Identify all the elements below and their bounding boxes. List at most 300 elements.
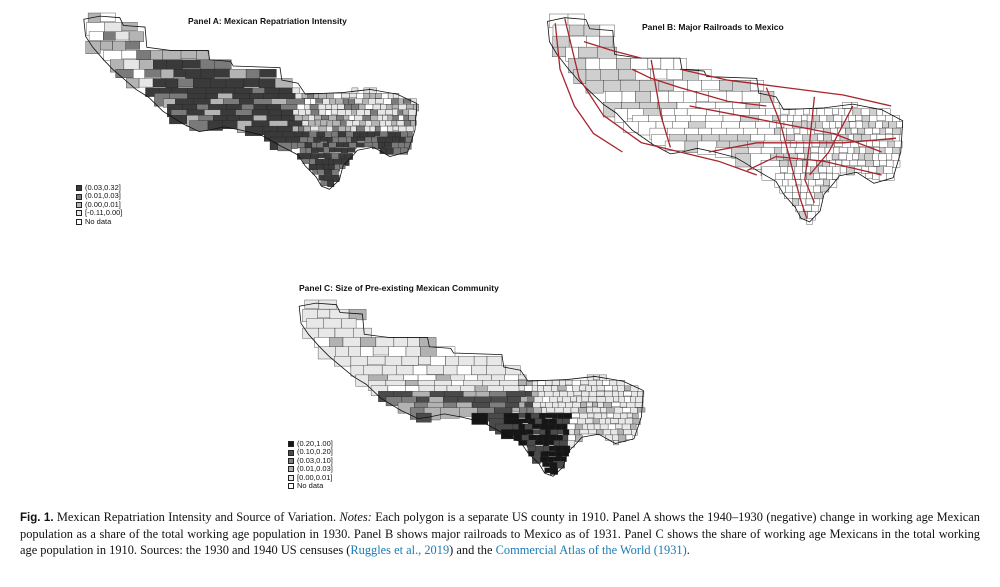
county-polygon (627, 413, 633, 418)
county-polygon (593, 419, 599, 424)
county-polygon (549, 397, 557, 403)
county-polygon (812, 205, 819, 211)
county-polygon (404, 115, 409, 121)
county-polygon (351, 137, 357, 143)
county-polygon (337, 104, 344, 109)
county-polygon (605, 386, 612, 391)
county-polygon (803, 109, 809, 114)
legend-label: (0.03,0.32] (85, 183, 121, 192)
county-polygon (323, 143, 329, 148)
county-polygon (624, 430, 632, 435)
county-polygon (612, 435, 619, 441)
county-polygon (839, 154, 847, 160)
county-polygon (582, 424, 587, 430)
county-polygon (857, 128, 865, 134)
county-polygon (373, 347, 388, 355)
county-polygon (570, 419, 578, 424)
county-polygon (579, 47, 598, 58)
county-polygon (540, 457, 547, 463)
county-polygon (348, 148, 355, 153)
county-polygon (859, 154, 865, 160)
county-polygon (588, 430, 596, 435)
county-polygon (360, 132, 367, 138)
county-polygon (622, 408, 630, 413)
county-polygon (321, 181, 328, 186)
county-polygon (601, 413, 607, 419)
county-polygon (444, 366, 457, 376)
county-polygon (587, 402, 593, 407)
county-polygon (607, 408, 615, 413)
county-polygon (786, 135, 794, 141)
county-polygon (605, 419, 610, 425)
county-polygon (833, 109, 839, 115)
county-polygon (548, 457, 554, 462)
county-polygon (201, 69, 214, 80)
county-polygon (319, 93, 327, 99)
county-polygon (129, 32, 144, 42)
county-polygon (306, 110, 312, 115)
county-polygon (589, 391, 596, 397)
county-polygon (892, 128, 901, 134)
county-polygon (323, 319, 341, 330)
county-polygon (183, 60, 201, 69)
county-polygon (648, 58, 661, 69)
county-polygon (637, 408, 645, 413)
county-polygon (137, 50, 151, 59)
county-polygon (375, 93, 381, 98)
county-polygon (624, 386, 630, 391)
county-polygon (866, 173, 873, 178)
county-polygon (305, 99, 311, 105)
county-polygon (446, 356, 459, 366)
county-polygon (842, 160, 850, 166)
legend-swatch (288, 475, 294, 481)
county-polygon (627, 402, 635, 408)
county-polygon (543, 435, 549, 441)
county-polygon (619, 435, 626, 442)
county-polygon (343, 143, 349, 148)
county-polygon (618, 69, 635, 80)
county-polygon (835, 122, 841, 128)
county-polygon (574, 391, 582, 396)
county-polygon (487, 356, 501, 366)
county-polygon (472, 413, 488, 424)
county-polygon (869, 122, 876, 128)
county-polygon (604, 391, 612, 397)
county-polygon (569, 430, 574, 435)
county-polygon (532, 391, 539, 397)
county-polygon (519, 408, 527, 414)
county-polygon (308, 115, 314, 121)
county-polygon (331, 110, 338, 115)
panel-b-title: Panel B: Major Railroads to Mexico (642, 22, 784, 32)
caption-body: Each polygon is a separate US county in 1910. Panel A shows the 1940–1930 (negative) change in working age Mexican population as a share of the total working age population in 1930. Panel B shows major railroads to Mexico as of 1931. Panel C shows the share of working age Mexicans in the total working age population in 1910. Sources: the 1930 and 1940 US censuses ( (20, 510, 980, 558)
county-polygon (600, 424, 608, 430)
county-polygon (311, 99, 316, 105)
county-polygon (89, 32, 103, 41)
county-polygon (409, 115, 416, 120)
county-polygon (351, 366, 363, 377)
county-polygon (862, 135, 870, 141)
county-polygon (343, 99, 349, 105)
county-polygon (336, 143, 343, 148)
county-polygon (596, 391, 604, 396)
county-polygon (392, 104, 399, 108)
county-polygon (609, 380, 617, 386)
county-polygon (339, 153, 345, 158)
county-polygon (780, 167, 787, 173)
county-polygon (364, 93, 370, 99)
county-polygon (788, 115, 794, 121)
county-polygon (575, 424, 582, 430)
county-polygon (357, 110, 365, 116)
county-polygon (834, 141, 842, 146)
county-polygon (839, 147, 848, 152)
county-polygon (832, 154, 839, 160)
county-polygon (329, 164, 335, 170)
citation-link-ruggles[interactable]: Ruggles et al., 2019 (350, 543, 450, 558)
county-polygon (788, 160, 797, 167)
legend-label: No data (297, 480, 324, 490)
county-polygon (365, 137, 371, 143)
county-polygon (867, 141, 873, 146)
county-polygon (565, 380, 572, 385)
county-polygon (885, 115, 892, 122)
county-polygon (378, 110, 386, 115)
county-polygon (784, 193, 792, 199)
county-polygon (313, 170, 318, 174)
county-polygon (331, 132, 338, 138)
county-polygon (334, 356, 351, 366)
county-polygon (320, 121, 327, 126)
legend-swatch (288, 483, 294, 489)
county-polygon (615, 109, 628, 123)
county-polygon (471, 366, 486, 375)
panel-a-title: Panel A: Mexican Repatriation Intensity (188, 16, 347, 26)
county-polygon (580, 402, 586, 407)
county-polygon (409, 110, 417, 116)
panel-a (68, 8, 458, 238)
county-polygon (587, 408, 593, 413)
county-polygon (307, 319, 324, 329)
county-polygon (879, 141, 888, 148)
county-polygon (593, 408, 601, 413)
county-polygon (385, 143, 392, 148)
county-polygon (808, 160, 816, 167)
legend-label: (0.20,1.00] (297, 439, 333, 448)
county-polygon (385, 356, 402, 366)
county-polygon (607, 413, 613, 418)
county-polygon (325, 153, 332, 159)
county-polygon (335, 99, 343, 104)
legend-swatch (288, 441, 294, 447)
county-polygon (161, 69, 174, 79)
county-polygon (786, 186, 793, 193)
county-polygon (816, 180, 824, 185)
county-polygon (603, 80, 620, 91)
county-polygon (319, 175, 324, 180)
county-polygon (440, 408, 459, 419)
county-polygon (104, 50, 122, 60)
legend-item (76, 218, 122, 226)
county-polygon (897, 122, 903, 128)
county-polygon (535, 440, 543, 444)
county-polygon (244, 79, 259, 87)
county-polygon (558, 430, 564, 435)
county-polygon (586, 80, 604, 93)
legend-swatch (76, 210, 82, 216)
county-polygon (356, 143, 364, 148)
county-polygon (608, 424, 616, 430)
county-polygon (318, 309, 330, 318)
county-polygon (855, 115, 862, 121)
county-polygon (824, 135, 832, 142)
legend-label: No data (85, 216, 112, 226)
county-polygon (893, 147, 900, 154)
county-polygon (540, 430, 546, 435)
county-polygon (562, 419, 569, 424)
county-polygon (612, 386, 618, 390)
caption-middle: ) and the (449, 543, 496, 558)
county-polygon (278, 143, 292, 151)
county-polygon (403, 110, 409, 115)
county-polygon (310, 104, 318, 110)
legend-label: (0.01,0.03] (297, 464, 333, 474)
county-polygon (563, 397, 571, 403)
county-polygon (309, 159, 315, 165)
county-polygon (315, 337, 330, 347)
county-polygon (388, 93, 393, 99)
panel-c-legend (288, 440, 333, 490)
county-polygon (167, 60, 183, 70)
county-polygon (603, 430, 611, 436)
panel-a-map (68, 8, 458, 238)
county-polygon (323, 164, 329, 170)
county-polygon (360, 337, 376, 347)
county-polygon (297, 104, 305, 110)
county-polygon (318, 153, 324, 157)
county-polygon (849, 115, 856, 121)
county-polygon (387, 148, 394, 155)
county-polygon (399, 104, 407, 110)
county-polygon (531, 413, 539, 419)
county-polygon (326, 104, 332, 109)
county-polygon (519, 386, 524, 391)
county-polygon (790, 141, 797, 147)
county-polygon (631, 408, 638, 414)
county-polygon (854, 135, 862, 142)
county-polygon (340, 121, 346, 126)
county-polygon (589, 380, 597, 386)
county-polygon (819, 173, 826, 179)
county-polygon (331, 153, 338, 158)
caption-notes-label: Notes: (339, 510, 372, 524)
county-polygon (853, 109, 861, 116)
county-polygon (553, 457, 560, 462)
county-polygon (376, 337, 394, 348)
county-polygon (865, 154, 873, 161)
county-polygon (383, 99, 391, 105)
county-polygon (598, 402, 604, 407)
legend-swatch (288, 450, 294, 456)
county-polygon (349, 309, 366, 320)
county-polygon (849, 122, 856, 128)
county-polygon (315, 159, 322, 165)
county-polygon (302, 121, 308, 126)
county-polygon (100, 41, 112, 50)
county-polygon (633, 413, 639, 419)
county-polygon (402, 356, 418, 365)
county-polygon (819, 167, 827, 173)
county-polygon (364, 110, 370, 116)
legend-label: (0.00,0.01] (85, 199, 121, 209)
county-polygon (342, 93, 350, 98)
legend-swatch (288, 458, 294, 464)
county-polygon (295, 132, 303, 137)
county-polygon (525, 413, 531, 419)
county-polygon (139, 79, 153, 88)
county-polygon (613, 413, 620, 418)
county-polygon (586, 386, 592, 392)
county-polygon (338, 126, 345, 131)
citation-link-atlas[interactable]: Commercial Atlas of the World (1931) (495, 543, 687, 558)
county-polygon (116, 69, 134, 78)
county-polygon (226, 79, 244, 90)
county-polygon (668, 91, 684, 102)
county-polygon (618, 391, 623, 397)
county-polygon (375, 132, 380, 137)
county-polygon (620, 80, 639, 92)
county-polygon (338, 132, 346, 138)
county-polygon (196, 50, 209, 61)
county-polygon (825, 109, 833, 116)
county-polygon (572, 413, 580, 418)
county-polygon (534, 397, 542, 403)
county-polygon (877, 115, 885, 120)
county-polygon (145, 69, 161, 77)
county-polygon (780, 115, 787, 122)
county-polygon (571, 408, 578, 413)
county-polygon (551, 430, 558, 436)
county-polygon (528, 397, 534, 402)
panel-c (283, 275, 673, 497)
county-polygon (613, 397, 619, 402)
county-polygon (522, 435, 529, 441)
county-polygon (552, 386, 558, 392)
county-polygon (588, 413, 594, 418)
legend-label: [0.00,0.01] (297, 472, 333, 482)
county-polygon (398, 110, 403, 116)
county-polygon (392, 121, 397, 126)
county-polygon (535, 446, 543, 451)
county-polygon (874, 160, 880, 166)
county-polygon (537, 386, 543, 391)
county-polygon (325, 132, 331, 137)
county-polygon (850, 160, 858, 165)
county-polygon (545, 413, 552, 418)
county-polygon (813, 173, 819, 179)
county-polygon (795, 147, 803, 153)
county-polygon (631, 58, 648, 69)
county-polygon (393, 148, 400, 155)
county-polygon (126, 41, 140, 49)
county-polygon (333, 121, 340, 127)
county-polygon (524, 386, 532, 392)
county-polygon (557, 419, 563, 425)
county-polygon (820, 186, 829, 192)
county-polygon (827, 115, 834, 122)
legend-label: (0.10,0.20] (297, 447, 333, 457)
county-polygon (418, 356, 430, 365)
county-polygon (474, 356, 487, 367)
county-polygon (840, 167, 846, 173)
county-polygon (553, 36, 569, 48)
county-polygon (557, 435, 563, 441)
legend-label: (0.03,0.10] (297, 455, 333, 465)
county-polygon (404, 99, 411, 104)
county-polygon (356, 126, 364, 132)
county-polygon (365, 121, 372, 127)
county-polygon (560, 440, 568, 446)
county-polygon (793, 115, 801, 122)
county-polygon (318, 148, 323, 153)
county-polygon (349, 93, 356, 98)
legend-label: [-0.11,0.00] (85, 208, 123, 218)
county-polygon (525, 402, 533, 407)
county-polygon (321, 115, 328, 120)
county-polygon (882, 122, 888, 128)
county-polygon (603, 380, 610, 385)
county-polygon (856, 122, 863, 129)
county-polygon (569, 25, 584, 35)
county-polygon (719, 80, 732, 90)
county-polygon (824, 180, 830, 186)
county-polygon (365, 126, 371, 132)
county-polygon (346, 137, 351, 142)
county-polygon (793, 122, 802, 129)
county-polygon (365, 104, 373, 109)
county-polygon (427, 366, 444, 375)
legend-swatch (76, 219, 82, 225)
county-polygon (293, 110, 298, 115)
county-polygon (532, 424, 540, 429)
county-polygon (295, 115, 303, 121)
county-polygon (580, 413, 588, 419)
county-polygon (355, 99, 363, 104)
county-polygon (618, 430, 624, 436)
legend-swatch (76, 194, 82, 200)
county-polygon (353, 132, 360, 138)
county-polygon (364, 88, 370, 93)
county-polygon (519, 413, 526, 418)
county-polygon (349, 115, 355, 120)
county-polygon (626, 435, 633, 440)
county-polygon (298, 110, 305, 116)
county-polygon (373, 104, 380, 110)
county-polygon (315, 121, 320, 126)
county-polygon (387, 126, 393, 132)
county-polygon (333, 126, 339, 132)
county-polygon (364, 143, 372, 148)
county-polygon (343, 337, 360, 348)
county-polygon (616, 424, 622, 428)
county-polygon (806, 199, 814, 204)
county-polygon (858, 160, 866, 166)
county-polygon (611, 419, 619, 424)
county-polygon (861, 109, 870, 116)
county-polygon (309, 132, 317, 137)
county-polygon (886, 154, 892, 160)
